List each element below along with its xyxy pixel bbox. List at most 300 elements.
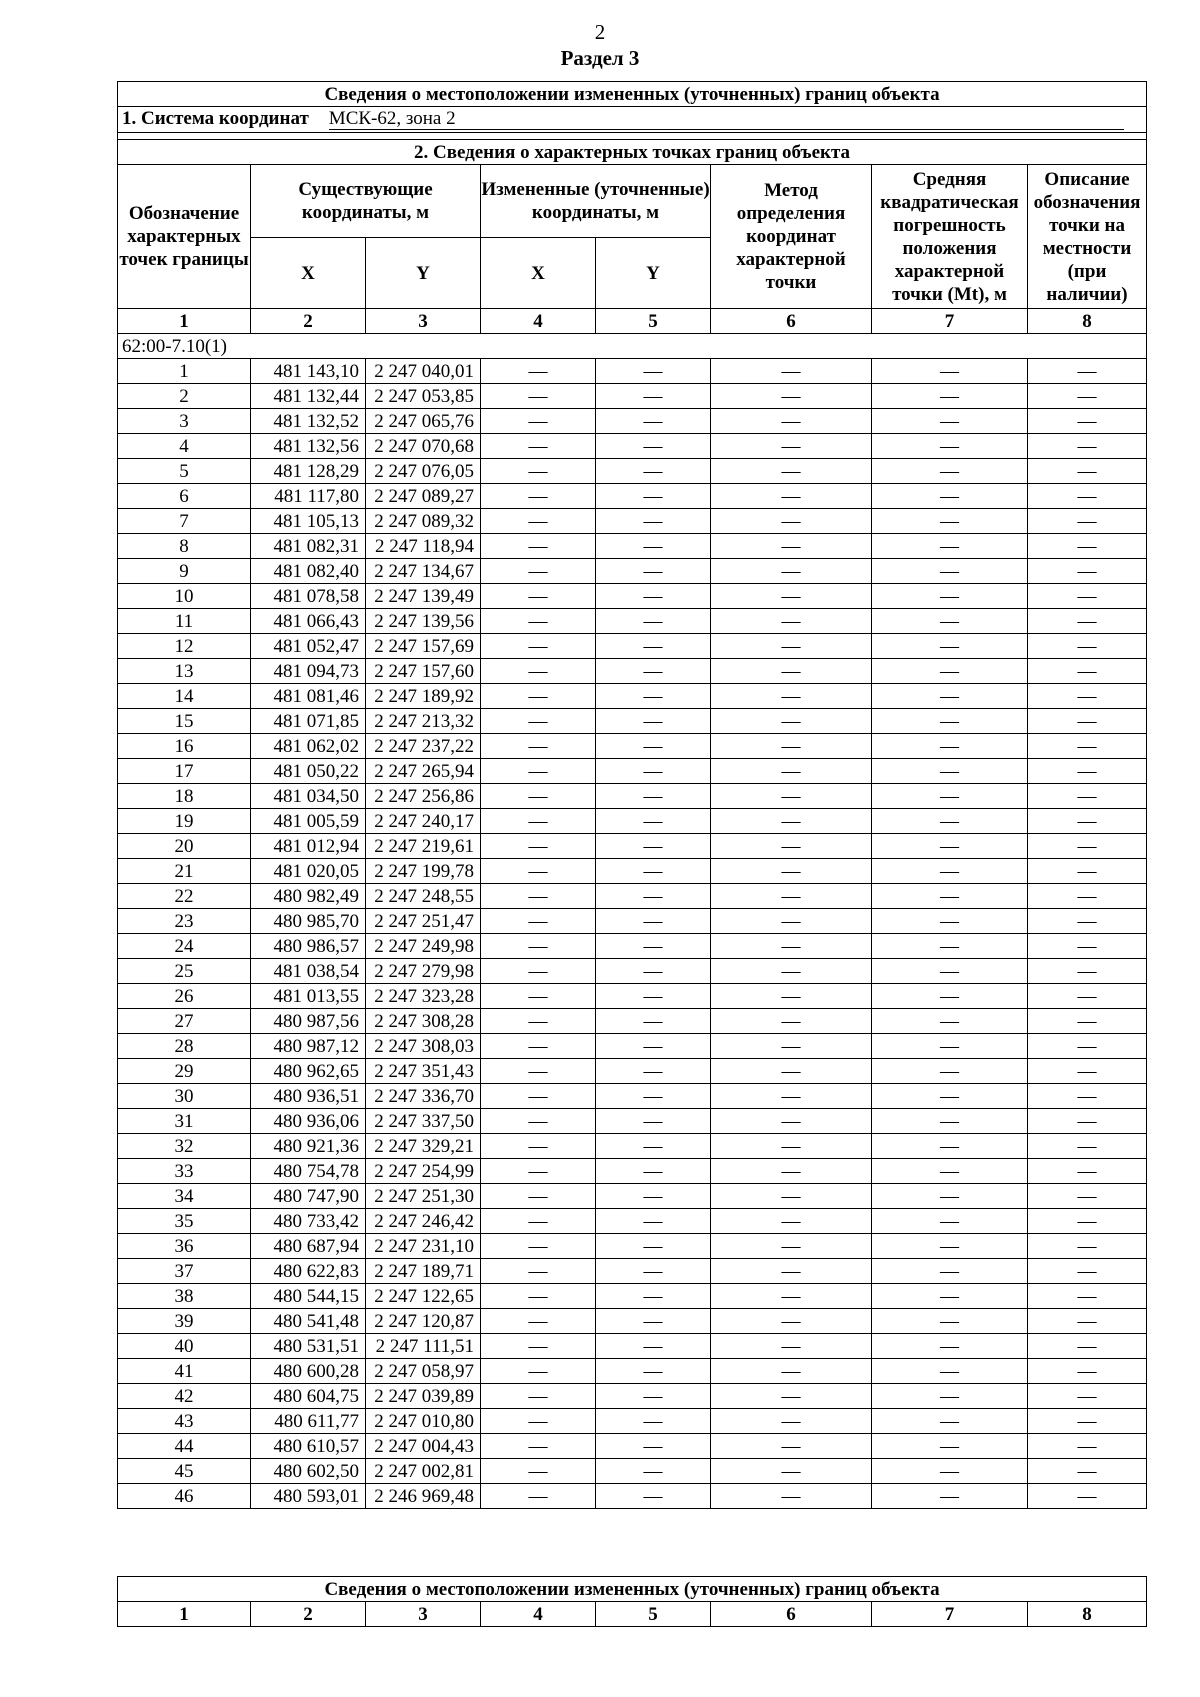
changed-x: —: [481, 509, 596, 534]
changed-x: —: [481, 1034, 596, 1059]
method: —: [711, 1359, 872, 1384]
existing-x: 480 600,28: [251, 1359, 366, 1384]
column-number: 6: [711, 309, 872, 334]
point-number: 23: [118, 909, 251, 934]
table-row: [118, 709, 1147, 734]
description: —: [1028, 1309, 1147, 1334]
description: —: [1028, 1009, 1147, 1034]
method: —: [711, 659, 872, 684]
changed-y: —: [596, 1384, 711, 1409]
existing-x: 481 012,94: [251, 834, 366, 859]
changed-x: —: [481, 1159, 596, 1184]
existing-y: 2 247 053,85: [366, 384, 481, 409]
existing-y: 2 247 111,51: [366, 1334, 481, 1359]
existing-x: 481 082,31: [251, 534, 366, 559]
error: —: [872, 1109, 1028, 1134]
changed-y: —: [596, 1484, 711, 1509]
point-number: 16: [118, 734, 251, 759]
existing-y: 2 247 240,17: [366, 809, 481, 834]
header-existing-coords: Существующие координаты, м: [251, 165, 481, 238]
error: —: [872, 1084, 1028, 1109]
table-row: [118, 1434, 1147, 1459]
description: —: [1028, 1034, 1147, 1059]
changed-y: —: [596, 684, 711, 709]
method: —: [711, 959, 872, 984]
point-number: 39: [118, 1309, 251, 1334]
changed-x: —: [481, 1434, 596, 1459]
existing-x: 481 081,46: [251, 684, 366, 709]
changed-y: —: [596, 1059, 711, 1084]
point-number: 17: [118, 759, 251, 784]
description: —: [1028, 759, 1147, 784]
existing-y: 2 247 219,61: [366, 834, 481, 859]
continuation-table: [117, 1576, 1147, 1627]
changed-x: —: [481, 784, 596, 809]
point-number: 46: [118, 1484, 251, 1509]
table-row: [118, 1409, 1147, 1434]
point-number: 8: [118, 534, 251, 559]
changed-x: —: [481, 1009, 596, 1034]
existing-y: 2 247 089,27: [366, 484, 481, 509]
point-number: 29: [118, 1059, 251, 1084]
header-method: Метод определения координат характерной точки: [711, 165, 872, 309]
error: —: [872, 684, 1028, 709]
error: —: [872, 1484, 1028, 1509]
point-number: 27: [118, 1009, 251, 1034]
point-number: 44: [118, 1434, 251, 1459]
changed-y: —: [596, 634, 711, 659]
error: —: [872, 1134, 1028, 1159]
point-number: 35: [118, 1209, 251, 1234]
error: —: [872, 1409, 1028, 1434]
point-number: 37: [118, 1259, 251, 1284]
table-row: [118, 409, 1147, 434]
changed-y: —: [596, 584, 711, 609]
changed-y: —: [596, 609, 711, 634]
point-number: 26: [118, 984, 251, 1009]
table-row: [118, 1484, 1147, 1509]
point-number: 12: [118, 634, 251, 659]
changed-x: —: [481, 1384, 596, 1409]
existing-x: 480 544,15: [251, 1284, 366, 1309]
table-row: [118, 1184, 1147, 1209]
existing-y: 2 247 089,32: [366, 509, 481, 534]
description: —: [1028, 559, 1147, 584]
changed-x: —: [481, 934, 596, 959]
description: —: [1028, 1134, 1147, 1159]
existing-x: 480 611,77: [251, 1409, 366, 1434]
table-row: [118, 734, 1147, 759]
description: —: [1028, 1059, 1147, 1084]
point-number: 41: [118, 1359, 251, 1384]
table-row: [118, 584, 1147, 609]
description: —: [1028, 359, 1147, 384]
method: —: [711, 484, 872, 509]
error: —: [872, 1309, 1028, 1334]
method: —: [711, 1484, 872, 1509]
existing-x: 480 985,70: [251, 909, 366, 934]
error: —: [872, 1334, 1028, 1359]
point-number: 45: [118, 1459, 251, 1484]
existing-x: 481 013,55: [251, 984, 366, 1009]
method: —: [711, 1184, 872, 1209]
changed-y: —: [596, 909, 711, 934]
changed-y: —: [596, 1159, 711, 1184]
changed-x: —: [481, 859, 596, 884]
error: —: [872, 1009, 1028, 1034]
error: —: [872, 984, 1028, 1009]
description: —: [1028, 1284, 1147, 1309]
error: —: [872, 734, 1028, 759]
table-subtitle: 2. Сведения о характерных точках границ объекта: [118, 140, 1147, 165]
table-row: [118, 1009, 1147, 1034]
existing-x: 481 082,40: [251, 559, 366, 584]
changed-x: —: [481, 559, 596, 584]
table-row: [118, 984, 1147, 1009]
changed-y: —: [596, 1309, 711, 1334]
existing-x: 480 754,78: [251, 1159, 366, 1184]
changed-y: —: [596, 959, 711, 984]
existing-x: 481 066,43: [251, 609, 366, 634]
changed-x: —: [481, 634, 596, 659]
description: —: [1028, 909, 1147, 934]
description: —: [1028, 1484, 1147, 1509]
existing-y: 2 247 265,94: [366, 759, 481, 784]
existing-y: 2 246 969,48: [366, 1484, 481, 1509]
table-row: [118, 634, 1147, 659]
existing-y: 2 247 248,55: [366, 884, 481, 909]
changed-y: —: [596, 984, 711, 1009]
description: —: [1028, 509, 1147, 534]
column-number: 3: [366, 1602, 481, 1627]
existing-y: 2 247 213,32: [366, 709, 481, 734]
description: —: [1028, 484, 1147, 509]
method: —: [711, 984, 872, 1009]
existing-x: 481 117,80: [251, 484, 366, 509]
description: —: [1028, 1234, 1147, 1259]
table-row: [118, 484, 1147, 509]
existing-y: 2 247 076,05: [366, 459, 481, 484]
existing-y: 2 247 157,60: [366, 659, 481, 684]
changed-x: —: [481, 1084, 596, 1109]
table-row: [118, 884, 1147, 909]
header-changed-x: X: [481, 238, 596, 309]
description: —: [1028, 1184, 1147, 1209]
changed-y: —: [596, 1034, 711, 1059]
changed-y: —: [596, 884, 711, 909]
point-number: 34: [118, 1184, 251, 1209]
point-number: 21: [118, 859, 251, 884]
existing-x: 481 005,59: [251, 809, 366, 834]
existing-x: 480 602,50: [251, 1459, 366, 1484]
method: —: [711, 834, 872, 859]
method: —: [711, 809, 872, 834]
table-row: [118, 1159, 1147, 1184]
changed-y: —: [596, 1359, 711, 1384]
method: —: [711, 1384, 872, 1409]
point-number: 32: [118, 1134, 251, 1159]
column-number: 1: [118, 309, 251, 334]
changed-y: —: [596, 1209, 711, 1234]
method: —: [711, 1209, 872, 1234]
changed-x: —: [481, 534, 596, 559]
description: —: [1028, 634, 1147, 659]
method: —: [711, 684, 872, 709]
point-number: 1: [118, 359, 251, 384]
method: —: [711, 734, 872, 759]
existing-x: 481 062,02: [251, 734, 366, 759]
existing-y: 2 247 308,03: [366, 1034, 481, 1059]
changed-y: —: [596, 1134, 711, 1159]
error: —: [872, 909, 1028, 934]
description: —: [1028, 834, 1147, 859]
existing-y: 2 247 231,10: [366, 1234, 481, 1259]
table-row: [118, 1234, 1147, 1259]
column-number: 4: [481, 1602, 596, 1627]
description: —: [1028, 934, 1147, 959]
method: —: [711, 1134, 872, 1159]
changed-y: —: [596, 1459, 711, 1484]
changed-y: —: [596, 384, 711, 409]
method: —: [711, 909, 872, 934]
existing-x: 480 962,65: [251, 1059, 366, 1084]
existing-x: 481 128,29: [251, 459, 366, 484]
changed-x: —: [481, 734, 596, 759]
existing-x: 480 987,56: [251, 1009, 366, 1034]
table-row: [118, 1309, 1147, 1334]
point-number: 14: [118, 684, 251, 709]
table-row: [118, 1259, 1147, 1284]
changed-y: —: [596, 1284, 711, 1309]
table-row: [118, 1059, 1147, 1084]
point-number: 2: [118, 384, 251, 409]
changed-y: —: [596, 1234, 711, 1259]
table-row: [118, 1034, 1147, 1059]
method: —: [711, 534, 872, 559]
method: —: [711, 709, 872, 734]
error: —: [872, 409, 1028, 434]
error: —: [872, 1284, 1028, 1309]
column-number: 8: [1028, 309, 1147, 334]
description: —: [1028, 809, 1147, 834]
error: —: [872, 609, 1028, 634]
table-row: [118, 1359, 1147, 1384]
method: —: [711, 1284, 872, 1309]
point-number: 11: [118, 609, 251, 634]
error: —: [872, 1384, 1028, 1409]
method: —: [711, 609, 872, 634]
changed-x: —: [481, 959, 596, 984]
method: —: [711, 634, 872, 659]
description: —: [1028, 434, 1147, 459]
error: —: [872, 809, 1028, 834]
error: —: [872, 934, 1028, 959]
error: —: [872, 1459, 1028, 1484]
error: —: [872, 1234, 1028, 1259]
changed-x: —: [481, 1334, 596, 1359]
changed-y: —: [596, 1434, 711, 1459]
column-number: 7: [872, 309, 1028, 334]
description: —: [1028, 684, 1147, 709]
table-row: [118, 934, 1147, 959]
table-row: [118, 1084, 1147, 1109]
column-number: 5: [596, 309, 711, 334]
coordinate-system-row: [118, 107, 1147, 133]
changed-y: —: [596, 1184, 711, 1209]
existing-y: 2 247 246,42: [366, 1209, 481, 1234]
description: —: [1028, 1159, 1147, 1184]
header-point-designation: Обозначение характерных точек границы: [118, 165, 251, 309]
error: —: [872, 759, 1028, 784]
changed-y: —: [596, 559, 711, 584]
existing-x: 480 747,90: [251, 1184, 366, 1209]
changed-x: —: [481, 1259, 596, 1284]
existing-x: 481 132,44: [251, 384, 366, 409]
table-row: [118, 1384, 1147, 1409]
point-number: 18: [118, 784, 251, 809]
column-number: 2: [251, 1602, 366, 1627]
error: —: [872, 709, 1028, 734]
table-row: [118, 609, 1147, 634]
error: —: [872, 634, 1028, 659]
existing-x: 480 936,06: [251, 1109, 366, 1134]
changed-x: —: [481, 609, 596, 634]
method: —: [711, 1459, 872, 1484]
description: —: [1028, 384, 1147, 409]
changed-y: —: [596, 834, 711, 859]
table-row: [118, 434, 1147, 459]
header-changed-coords: Измененные (уточненные) координаты, м: [481, 165, 711, 238]
method: —: [711, 1434, 872, 1459]
table-row: [118, 509, 1147, 534]
header-existing-y: Y: [366, 238, 481, 309]
existing-x: 480 987,12: [251, 1034, 366, 1059]
point-number: 24: [118, 934, 251, 959]
parcel-number: 62:00-7.10(1): [118, 334, 1147, 359]
existing-y: 2 247 122,65: [366, 1284, 481, 1309]
changed-y: —: [596, 434, 711, 459]
method: —: [711, 384, 872, 409]
method: —: [711, 934, 872, 959]
changed-y: —: [596, 1109, 711, 1134]
existing-y: 2 247 065,76: [366, 409, 481, 434]
existing-y: 2 247 139,56: [366, 609, 481, 634]
point-number: 22: [118, 884, 251, 909]
changed-x: —: [481, 659, 596, 684]
existing-y: 2 247 329,21: [366, 1134, 481, 1159]
changed-x: —: [481, 459, 596, 484]
table-row: [118, 1334, 1147, 1359]
point-number: 40: [118, 1334, 251, 1359]
description: —: [1028, 534, 1147, 559]
point-number: 9: [118, 559, 251, 584]
description: —: [1028, 984, 1147, 1009]
description: —: [1028, 884, 1147, 909]
method: —: [711, 459, 872, 484]
existing-y: 2 247 010,80: [366, 1409, 481, 1434]
point-number: 20: [118, 834, 251, 859]
point-number: 38: [118, 1284, 251, 1309]
method: —: [711, 584, 872, 609]
error: —: [872, 959, 1028, 984]
changed-x: —: [481, 1234, 596, 1259]
changed-x: —: [481, 759, 596, 784]
method: —: [711, 1059, 872, 1084]
column-number: 8: [1028, 1602, 1147, 1627]
existing-y: 2 247 139,49: [366, 584, 481, 609]
method: —: [711, 1109, 872, 1134]
continuation-title: Сведения о местоположении измененных (уточненных) границ объекта: [118, 1577, 1147, 1602]
existing-y: 2 247 039,89: [366, 1384, 481, 1409]
error: —: [872, 509, 1028, 534]
changed-y: —: [596, 1084, 711, 1109]
method: —: [711, 1159, 872, 1184]
error: —: [872, 359, 1028, 384]
column-number: 3: [366, 309, 481, 334]
existing-y: 2 247 237,22: [366, 734, 481, 759]
error: —: [872, 659, 1028, 684]
changed-y: —: [596, 859, 711, 884]
changed-x: —: [481, 809, 596, 834]
point-number: 5: [118, 459, 251, 484]
point-number: 3: [118, 409, 251, 434]
column-number: 4: [481, 309, 596, 334]
changed-y: —: [596, 1409, 711, 1434]
method: —: [711, 509, 872, 534]
error: —: [872, 1184, 1028, 1209]
error: —: [872, 434, 1028, 459]
point-number: 6: [118, 484, 251, 509]
changed-y: —: [596, 484, 711, 509]
existing-y: 2 247 002,81: [366, 1459, 481, 1484]
changed-x: —: [481, 1109, 596, 1134]
table-row: [118, 534, 1147, 559]
table-row: [118, 359, 1147, 384]
method: —: [711, 784, 872, 809]
section-title: Раздел 3: [560, 46, 640, 70]
changed-x: —: [481, 834, 596, 859]
method: —: [711, 1084, 872, 1109]
changed-y: —: [596, 659, 711, 684]
table-row: [118, 859, 1147, 884]
existing-y: 2 247 004,43: [366, 1434, 481, 1459]
table-row: [118, 909, 1147, 934]
point-number: 36: [118, 1234, 251, 1259]
description: —: [1028, 859, 1147, 884]
changed-y: —: [596, 1334, 711, 1359]
existing-x: 480 622,83: [251, 1259, 366, 1284]
changed-x: —: [481, 1209, 596, 1234]
method: —: [711, 434, 872, 459]
description: —: [1028, 1084, 1147, 1109]
existing-x: 481 020,05: [251, 859, 366, 884]
description: —: [1028, 959, 1147, 984]
method: —: [711, 859, 872, 884]
existing-y: 2 247 157,69: [366, 634, 481, 659]
existing-x: 481 034,50: [251, 784, 366, 809]
changed-x: —: [481, 1459, 596, 1484]
coordinate-system-label: 1. Система координат: [122, 108, 309, 129]
point-number: 13: [118, 659, 251, 684]
column-number: 1: [118, 1602, 251, 1627]
error: —: [872, 384, 1028, 409]
point-number: 4: [118, 434, 251, 459]
point-number: 19: [118, 809, 251, 834]
header-existing-x: X: [251, 238, 366, 309]
method: —: [711, 1409, 872, 1434]
description: —: [1028, 1334, 1147, 1359]
method: —: [711, 1009, 872, 1034]
